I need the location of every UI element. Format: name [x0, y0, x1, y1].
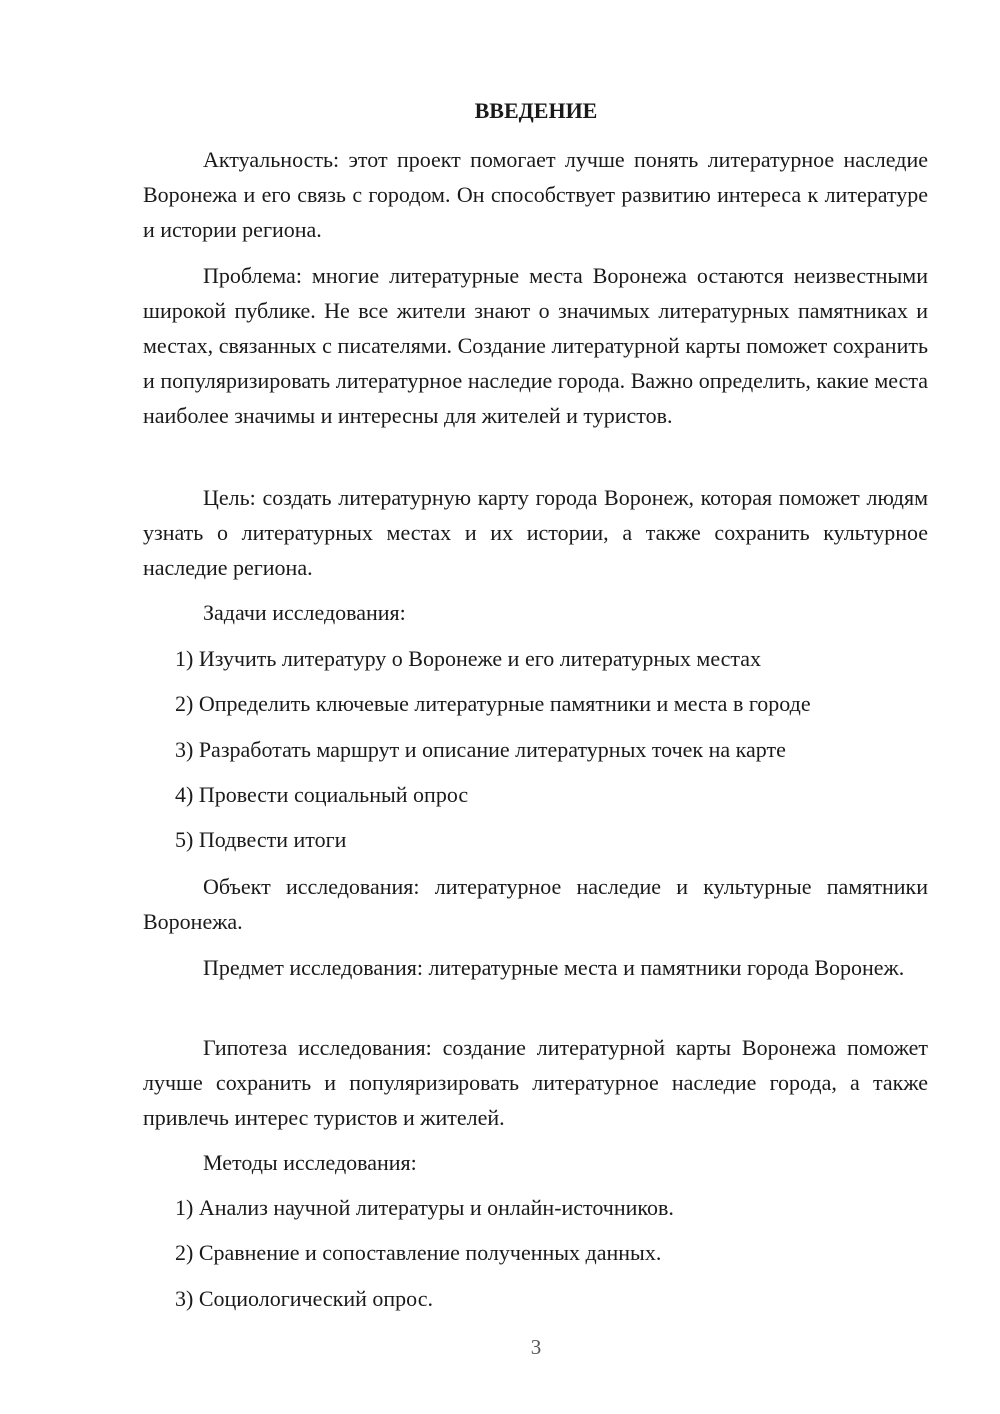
object-paragraph: Объект исследования: литературное наследие и культурные памятники Воронежа. [143, 874, 928, 934]
method-item: 2) Сравнение и сопоставление полученных данных. [175, 1240, 662, 1265]
task-item: 3) Разработать маршрут и описание литературных точек на карте [175, 737, 786, 762]
page-number: 3 [530, 1335, 542, 1359]
task-item: 5) Подвести итоги [175, 827, 347, 852]
relevance-paragraph: Актуальность: этот проект помогает лучше понять литературное наследие Воронежа и его связь с городом. Он способствует развитию интереса к литературе и истории региона. [143, 147, 928, 242]
problem-paragraph: Проблема: многие литературные места Воронежа остаются неизвестными широкой публике. Не все жители знают о значимых литературных памятниках и местах, связанных с писателями. Создание литературной карты поможет сохранить и популяризировать литературное наследие города. Важно определить, какие места наиболее значимы и интересны для жителей и туристов. [143, 263, 928, 428]
subject-paragraph: Предмет исследования: литературные места и памятники города Воронеж. [203, 955, 905, 980]
task-item: 1) Изучить литературу о Воронеже и его литературных местах [175, 646, 762, 671]
task-item: 4) Провести социальный опрос [175, 782, 469, 807]
method-item: 3) Социологический опрос. [175, 1286, 433, 1311]
methods-label: Методы исследования: [203, 1150, 417, 1175]
task-item: 2) Определить ключевые литературные памятники и места в городе [175, 691, 811, 716]
goal-paragraph: Цель: создать литературную карту города Воронеж, которая поможет людям узнать о литературных местах и их истории, а также сохранить культурное наследие региона. [143, 485, 928, 580]
hypothesis-paragraph: Гипотеза исследования: создание литературной карты Воронежа поможет лучше сохранить и популяризировать литературное наследие города, а также привлечь интерес туристов и жителей. [143, 1035, 928, 1130]
method-item: 1) Анализ научной литературы и онлайн-источников. [175, 1195, 674, 1220]
tasks-label: Задачи исследования: [203, 600, 406, 625]
section-heading: ВВЕДЕНИЕ [474, 98, 598, 123]
